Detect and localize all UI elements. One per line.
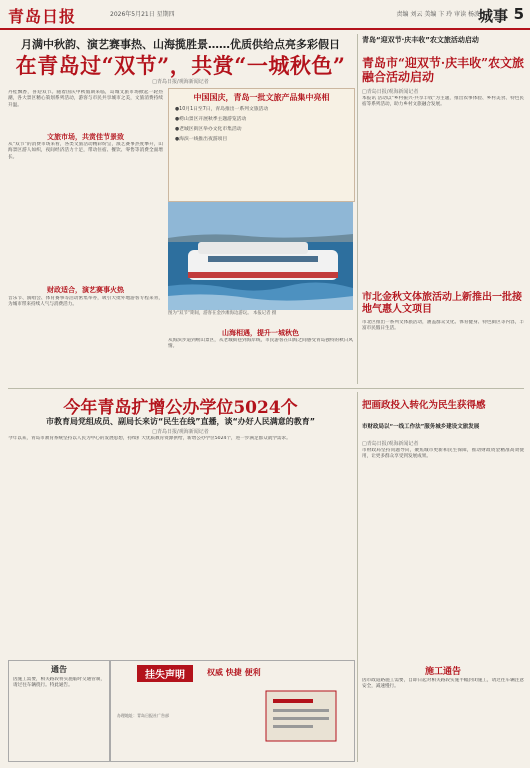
bottom-byline: □青岛日报/观海新闻记者 xyxy=(152,429,209,435)
bottom-body: 今年以来，青岛市教育系统坚持以人民为中心的发展思想，持续扩大优质教育资源供给，新增公办学位5024个，进一步满足群众就学需求。 xyxy=(8,436,291,441)
lead-body-3: 从海滨步道到崂山景区，从老城街巷到海岸线，市民游客在山海之间感受青岛独特的秋日风情。 xyxy=(168,338,353,350)
side-headline-2: 市北金秋文体旅活动上新推出一批接地气惠人文项目 xyxy=(362,292,522,315)
lead-intro: 丹桂飘香，喜迎双节。随着国庆中秋假期来临，岛城文旅市场掀起一轮热潮，各大景区精心策划系列活动，游客与市民共享城市之美，文旅消费持续升温。 xyxy=(8,90,163,108)
construction-notice-body: 因市政道路施工需要，自即日起对相关路段实施半幅封闭施工，请过往车辆注意安全，减速慢行。 xyxy=(362,678,524,690)
info-item-3: ●老城区街区举办文化市集活动 xyxy=(175,127,242,132)
info-box-title: 中国国庆，青岛一批文旅产品集中亮相 xyxy=(193,93,330,102)
info-box xyxy=(168,88,355,202)
construction-notice-title: 施工通告 xyxy=(424,667,461,677)
masthead xyxy=(0,0,530,30)
bottom-right-body: 市财政局坚持问题导向，聚焦城市更新和民生保障，推动财政资金精准高效使用，让更多群众享受到发展成果。 xyxy=(362,448,524,460)
section-divider xyxy=(8,388,524,389)
lead-subhead-3: 山海相遇，提升一城秋色 xyxy=(222,329,299,337)
side-body: 本报讯 活动以“乡村振兴·共享丰收”为主题，推出农事体验、乡村美食、特色民宿等系列活动，助力乡村文旅融合发展。 xyxy=(362,96,524,108)
lead-photo xyxy=(168,202,353,310)
bottom-kicker: 市教育局党组成员、副局长来访“民生在线”直播，谈“办好人民满意的教育” xyxy=(45,417,316,426)
lead-subhead-2: 财政适合，演艺赛事火热 xyxy=(47,286,124,294)
lead-body-2: 音乐节、演唱会、体育赛事等活动密集举办，吸引大批外地游客专程来青，为城市带来持续人气与消费活力。 xyxy=(8,296,163,308)
ad-note: 办理地址：青岛日报社广告部 xyxy=(117,713,169,718)
ferry-photo-illustration xyxy=(168,202,353,310)
side-body-2: 市北区推出一系列文体旅活动，涵盖群众文化、体育健身、特色街区等内容，丰富市民假日生活。 xyxy=(362,320,524,332)
side-byline: □青岛日报/观海新闻记者 xyxy=(362,89,419,95)
page-number: 5 xyxy=(513,5,524,23)
ad-illustration xyxy=(261,681,341,751)
bottom-right-headline: 把画政投入转化为民生获得感 xyxy=(362,400,486,411)
lead-body-1: 从“双节”的消费市场来看，各类文旅活动精彩纷呈，演艺赛事热度攀升，山海景区游人如织，夜间经济活力十足，带动住宿、餐饮、零售等消费全面增长。 xyxy=(8,142,163,160)
info-item-4: ●海滨一线推出夜游项目 xyxy=(175,137,228,142)
issue-date: 2026年5月21日 星期四 xyxy=(110,11,175,18)
notice-box xyxy=(8,660,110,762)
side-kicker: 青岛“迎双节·庆丰收”农文旅活动启动 xyxy=(362,36,479,44)
photo-caption: 图为“双节”期间，游客在金沙滩海边游玩。 本报记者 摄 xyxy=(168,311,277,316)
info-item-2: ●崂山景区开展秋季主题游览活动 xyxy=(175,117,247,122)
notice-body: 因施工需要，相关路段将实施临时交通管制，请过往车辆绕行。特此通告。 xyxy=(13,677,105,689)
ad-box xyxy=(110,660,355,762)
column-divider xyxy=(357,34,358,384)
notice-title: 通告 xyxy=(51,665,67,674)
column-divider-2 xyxy=(357,392,358,762)
newspaper-logo: 青岛日报 xyxy=(8,7,77,26)
bottom-headline: 今年青岛扩增公办学位5024个 xyxy=(63,398,298,418)
side-headline: 青岛市“迎双节·庆丰收”农文旅融合活动启动 xyxy=(362,56,524,84)
ad-title: 挂失声明 xyxy=(137,665,193,682)
ad-subtitle: 权威 快捷 便利 xyxy=(207,668,261,677)
lead-subhead-1: 文旅市场，共赏佳节景致 xyxy=(47,133,124,141)
lead-headline: 在青岛过“双节”，共赏“一城秋色” xyxy=(15,53,346,78)
lead-byline: □青岛日报/观海新闻记者 xyxy=(152,79,209,85)
lead-kicker: 月满中秋韵、演艺赛事热、山海揽胜景……优质供给点亮多彩假日 xyxy=(21,38,340,51)
bottom-right-subhead: 市财政局以“一线工作法”服务城乡建设文旅发展 xyxy=(362,424,480,430)
section-title: 城事 xyxy=(477,7,508,25)
bottom-right-byline: □青岛日报/观海新闻记者 xyxy=(362,441,419,447)
editor-credits: 责编 刘云 美编 卞 玲 审读 杨波 xyxy=(396,11,480,18)
info-item-1: ●10月1日至7日，青岛推出一系列文旅活动 xyxy=(175,107,269,112)
